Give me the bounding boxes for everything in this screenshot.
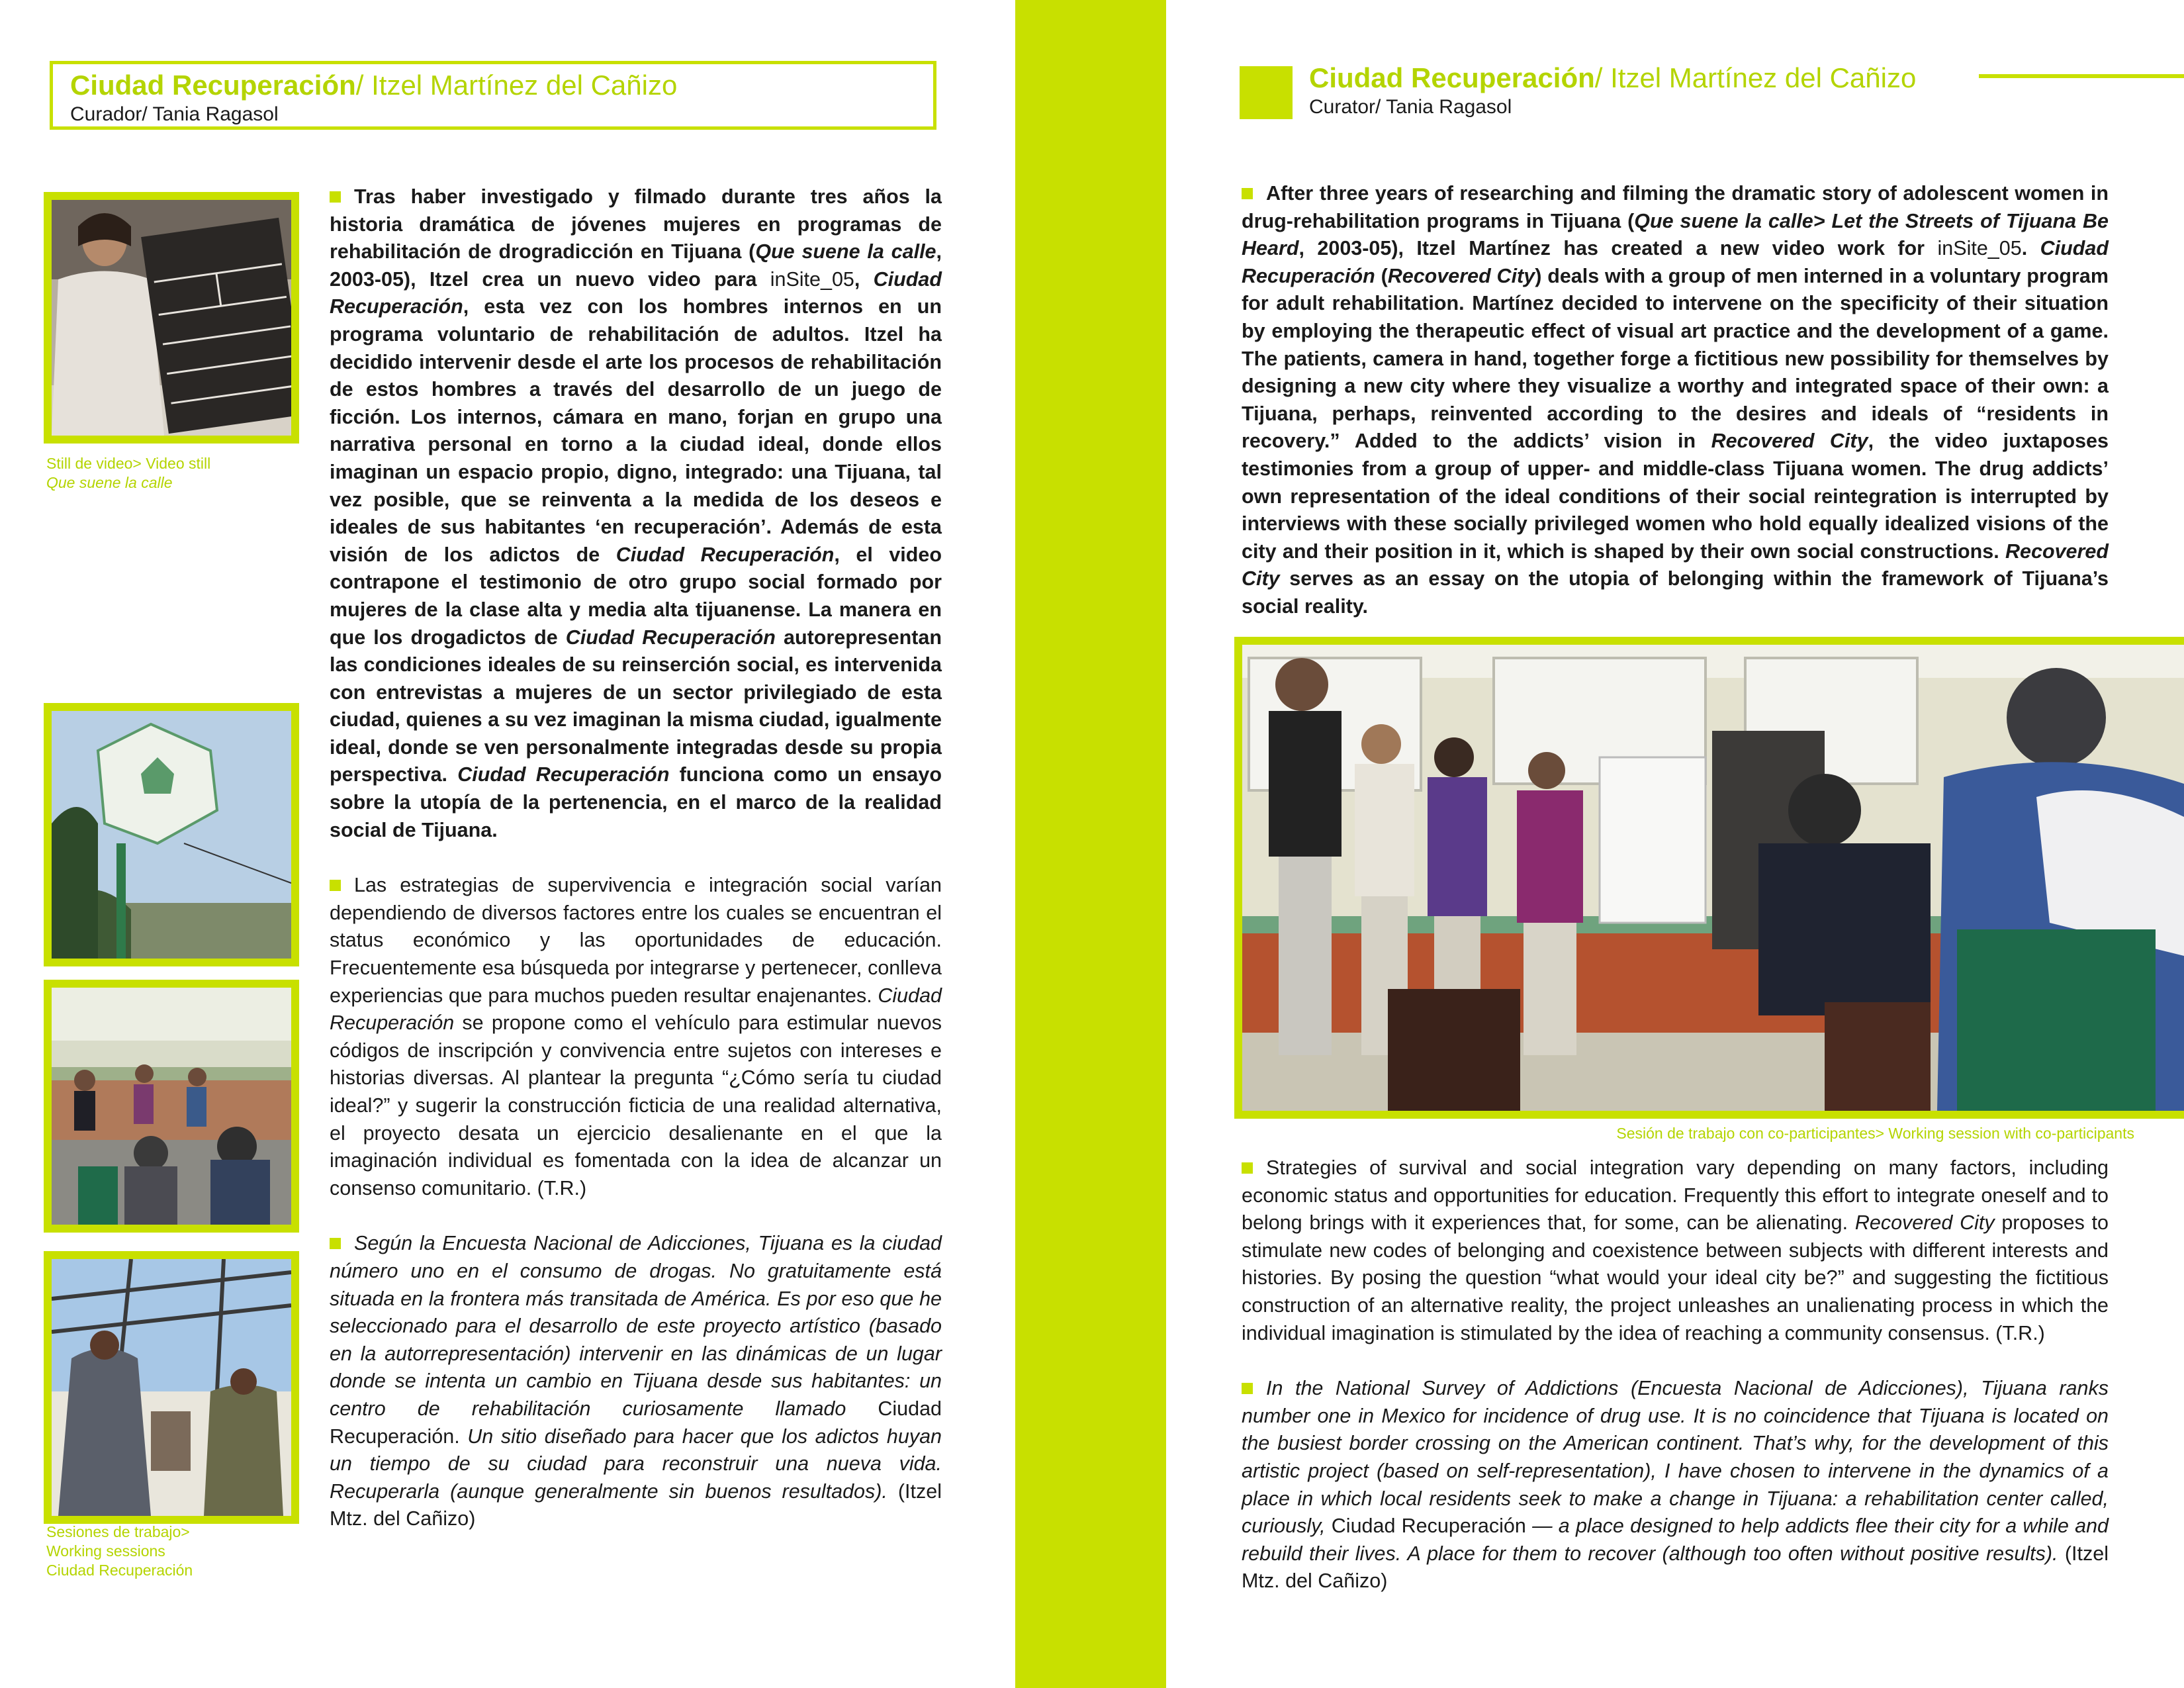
left-text-column xyxy=(330,183,942,1533)
right-title: Ciudad Recuperación/ Itzel Martínez del Cañizo xyxy=(1309,62,1917,93)
bullet-square xyxy=(1242,1383,1253,1394)
right-paragraph-1: After three years of researching and filming the dramatic story of adolescent women in drug-rehabilitation programs in Tijuana (Que suene la calle> Let the Streets of Tijuana Be Heard, 2003-05), Itzel Martínez has created a new video work for inSite_05. Ciudad Recuperación (Recovered City) deals with a group of men interned in a voluntary program for adult rehabilitation. Martínez decided to intervene on the specificity of their situation by employing the therapeutic effect of visual art practice and the development of a game. The patients, camera in hand, together forge a fictitious new possibility for themselves by designing a new city where they visualize a worthy and integrated space of their own: a Tijuana, perhaps, reinvented according to the desires and ideals of “residents in recovery.” Added to the addicts’ vision in Recovered City, the video juxtaposes testimonies from a group of upper- and middle-class Tijuana women. The drug addicts’ own representation of the ideal conditions of their social reintegration is interrupted by interviews with these socially privileged women who hold equally idealized visions of the city and their position in it, which is shaped by their own social constructions. Recovered City serves as an essay on the utopia of belonging within the framework of Tijuana’s social reality. xyxy=(1242,182,2109,618)
right-text-column-bottom xyxy=(1242,1154,2109,1595)
right-text-column-top xyxy=(1242,180,2109,621)
photo-courtyard xyxy=(44,1251,299,1524)
left-paragraph-3: Según la Encuesta Nacional de Adicciones, Tijuana es la ciudad número uno en el consumo de drogas. No gratuitamente está situada en la frontera más transitada de América. Es por eso que he seleccionado para el desarrollo de este proyecto artístico (basado en la autorrepresentación) intervenir en las dinámicas de un lugar donde se intenta un cambio en Tijuana desde sus habitantes: un centro de rehabilitación curiosamente llamado Ciudad Recuperación. Un sitio diseñado para hacer que los adictos huyan un tiempo de su ciudad para reconstruir una nueva vida. Recuperarla (aunque generalmente sin buenos resultados). (Itzel Mtz. del Cañizo) xyxy=(330,1232,942,1530)
right-header-square xyxy=(1240,66,1293,119)
left-title: Ciudad Recuperación/ Itzel Martínez del Cañizo xyxy=(70,70,678,101)
left-curator: Curador/ Tania Ragasol xyxy=(70,103,279,125)
center-gutter-band xyxy=(1015,0,1166,1688)
bullet-square xyxy=(1242,188,1253,199)
caption-working-session: Sesión de trabajo con co-participantes> Working session with co-participants xyxy=(1616,1125,2134,1142)
right-paragraph-2: Strategies of survival and social integration vary depending on many factors, including economic status and opportunities for education. Frequently this effort to integrate oneself and to belong brings with it experiences that, for some, can be alienating. Recovered City proposes to stimulate new codes of belonging and coexistence between subjects with different interests and histories. By posing the question “what would your ideal city be?” and suggesting the fictitious construction of an alternative reality, the project unleashes an unalienating process in which the individual imagination is stimulated by the idea of reaching a community consensus. (T.R.) xyxy=(1242,1156,2109,1344)
left-paragraph-1: Tras haber investigado y filmado durante tres años la historia dramática de jóvenes mujeres en programas de rehabilitación de drogradicción en Tijuana (Que suene la calle, 2003-05), Itzel crea un nuevo video para inSite_05, Ciudad Recuperación, esta vez con los hombres internos en un programa voluntario de rehabilitación de adultos. Itzel ha decidido intervenir desde el arte los procesos de rehabilitación de estos hombres a través del desarrollo de un juego de ficción. Los internos, cámara en mano, forjan en grupo una narrativa personal en torno a la ciudad ideal, donde ellos imaginan un espacio propio, digno, integrado: una Tijuana, tal vez posible, que se reinventa a la medida de los deseos e ideales de sus habitantes ‘en recuperación’. Además de esta visión de los adictos de Ciudad Recuperación, el video contrapone el testimonio de otro grupo social formado por mujeres de la clase alta y media alta tijuanense. La manera en que los drogadictos de Ciudad Recuperación autorepresentan las condiciones ideales de su reinserción social, es intervenida con entrevistas a mujeres de un sector privilegiado de esta ciudad, quienes a su vez imaginan la misma ciudad, igualmente ideal, donde se ven personalmente integradas desde su propia perspectiva. Ciudad Recuperación funciona como un ensayo sobre la utopía de la pertenencia, en el marco de la realidad social de Tijuana. xyxy=(330,185,942,841)
photo-center-sign xyxy=(44,703,299,966)
right-header-rule xyxy=(1979,74,2184,78)
left-paragraph-2: Las estrategias de supervivencia e integración social varían dependiendo de diversos factores entre los cuales se encuentran el status económico y las oportunidades de educación. Frecuentemente esa búsqueda por integrarse y pertenecer, conlleva experiencias que para muchos pueden resultar enajenantes. Ciudad Recuperación se propone como el vehículo para estimular nuevos códigos de inscripción y convivencia entre sujetos con intereses e historias diversas. Al plantear la pregunta “¿Cómo sería tu ciudad ideal?” y sugerir la construcción ficticia de una realidad alternativa, el proyecto desata un ejercicio desalienante en el que la imaginación individual es fomentada con la idea de alcanzar un consenso comunitario. (T.R.) xyxy=(330,874,942,1199)
caption-working-sessions: Sesiones de trabajo> Working sessions Ciudad Recuperación xyxy=(46,1523,193,1579)
bullet-square xyxy=(330,191,341,203)
photo-working-session xyxy=(1234,637,2184,1119)
photo-video-still xyxy=(44,192,299,444)
photo-group-session xyxy=(44,980,299,1233)
bullet-square xyxy=(330,880,341,891)
right-paragraph-3: In the National Survey of Addictions (Encuesta Nacional de Adicciones), Tijuana ranks number one in Mexico for incidence of drug use. It is no coincidence that Tijuana is located on the busiest border crossing on the American continent. That’s why, for the development of this artistic project (based on self-representation), I have chosen to intervene in the dynamics of a place in which local residents seek to make a change in Tijuana: a rehabilitation center called, curiously, Ciudad Recuperación — a place designed to help addicts flee their city for a while and rebuild their lives. A place for them to recover (although too often without positive results). (Itzel Mtz. del Cañizo) xyxy=(1242,1377,2109,1593)
right-header xyxy=(1309,61,1916,119)
left-header-box xyxy=(50,61,936,130)
bullet-square xyxy=(1242,1162,1253,1174)
right-curator: Curator/ Tania Ragasol xyxy=(1309,96,1512,118)
bullet-square xyxy=(330,1238,341,1249)
caption-video-still: Still de video> Video still Que suene la calle xyxy=(46,455,211,491)
